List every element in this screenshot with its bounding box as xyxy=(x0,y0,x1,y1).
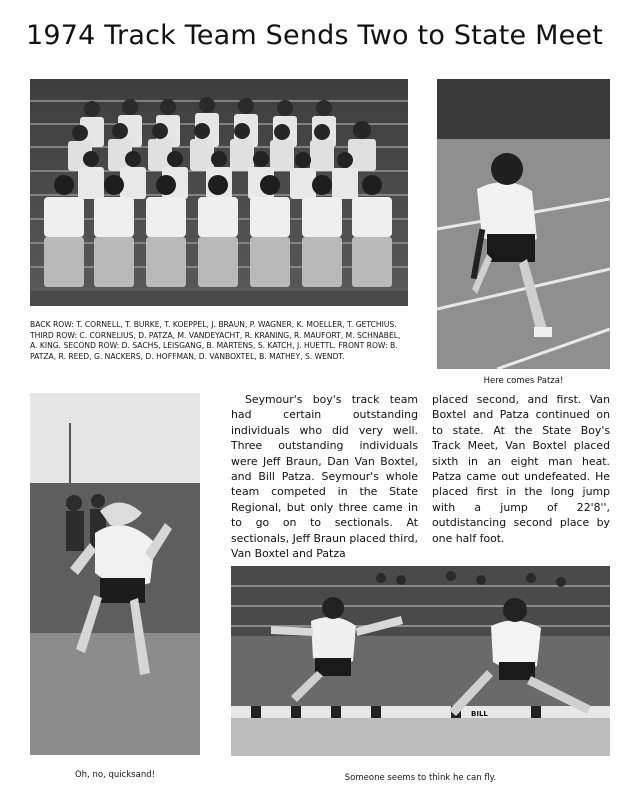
hurdle-photo xyxy=(231,566,610,756)
hurdle-photo-caption: Someone seems to think he can fly. xyxy=(344,773,497,783)
article-column-2 xyxy=(432,392,610,546)
article-column-1 xyxy=(231,392,418,561)
article-paragraph-2: placed second, and first. Van Boxtel and Patza continued on to state. At the State Boy's Track Meet, Van Boxtel placed sixth in an eight man heat. Patza came out undefeated. He placed first in the long jump with a jump of 22'8'', outdistancing second place by one half foot. xyxy=(432,393,610,545)
jumper-photo xyxy=(30,393,200,755)
caption-back-row: BACK ROW: T. CORNELL, T. BURKE, T. KOEPPEL, J. BRAUN, P. WAGNER, K. MOELLER, T. GETCHIUS. xyxy=(30,320,397,329)
hurdle-sign-text: BILL xyxy=(471,710,488,718)
jumper-photo-caption: Oh, no, quicksand! xyxy=(74,770,156,780)
team-photo-caption xyxy=(30,320,408,362)
page-title: 1974 Track Team Sends Two to State Meet xyxy=(26,20,603,51)
runner-photo xyxy=(437,79,610,369)
team-photo xyxy=(30,79,408,306)
article-paragraph-1: Seymour's boy's track team had certain outstanding individuals who did very well. Three outstanding individuals were Jeff Braun, Dan Van Boxtel, and Bill Patza. Seymour's whole team competed in the State Regional, but only three came in to go on to sectionals. At sectionals, Jeff Braun placed third, Van Boxtel and Patza xyxy=(231,393,418,561)
runner-photo-caption: Here comes Patza! xyxy=(483,376,564,386)
caption-third-row: THIRD ROW: C. CORNELIUS, D. PATZA, M. VANDEYACHT, R. KRANING, R. MAUFORT, M. SCHNABEL, A. KING. xyxy=(30,330,401,351)
caption-second-row: SECOND ROW: D. SACHS, LEISGANG, B. MARTENS, S. KATCH, J. HUETTL. xyxy=(63,341,336,351)
caption-front-row: FRONT ROW: B. PATZA, R. REED, G. NACKERS, D. HOFFMAN, D. VANBOXTEL, B. MATHEY, S. WENDT. xyxy=(30,341,398,361)
